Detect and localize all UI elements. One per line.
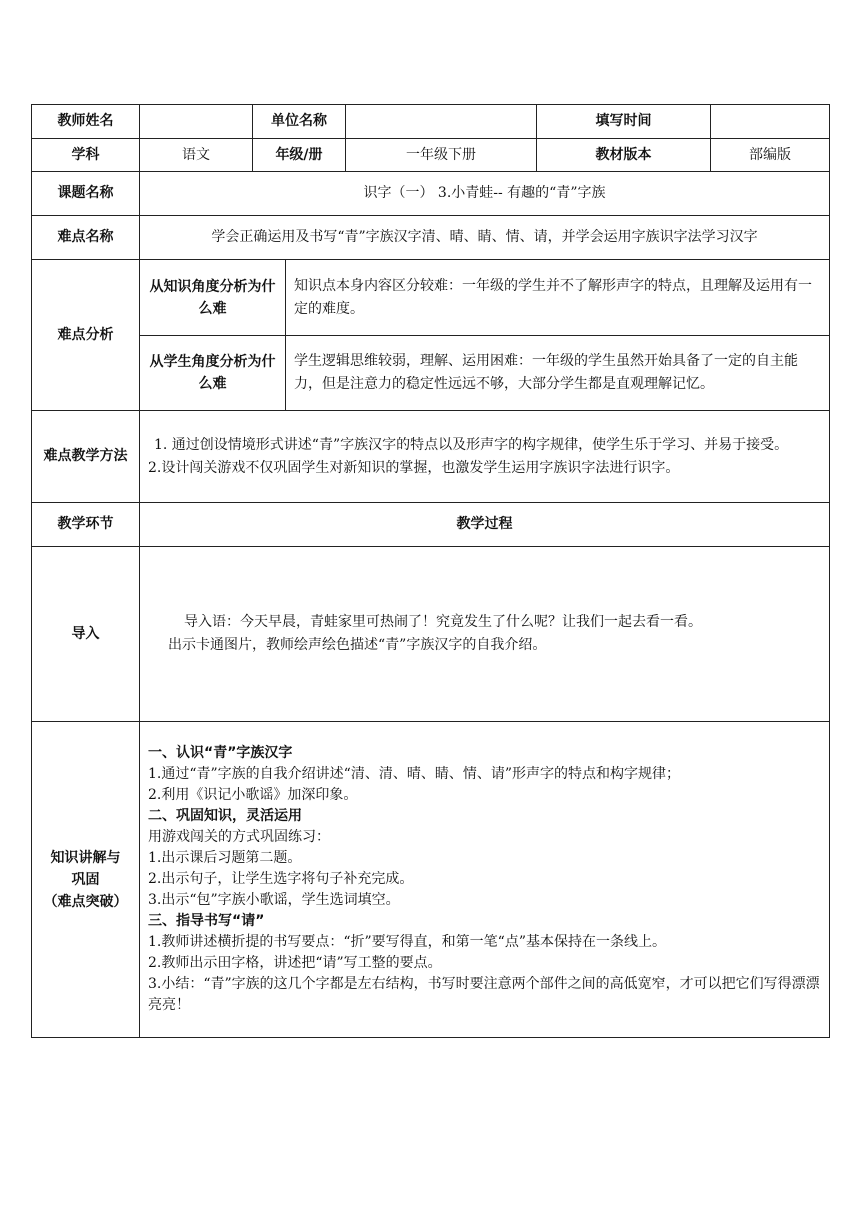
difficulty-value: 学会正确运用及书写“青”字族汉字清、晴、睛、情、请，并学会运用字族识字法学习汉字: [140, 216, 830, 260]
knowledge-content: [140, 722, 830, 1038]
difficulty-label: 难点名称: [32, 216, 140, 260]
knowledge-angle-label: 从知识角度分析为什么难: [140, 260, 286, 336]
method-item-1: 1. 通过创设情境形式讲述“青”字族汉字的特点以及形声字的构字规律，使学生乐于学习、并易于接受。: [154, 436, 789, 453]
teacher-name-value: [140, 105, 253, 139]
intro-content: [140, 547, 830, 722]
method-row: [32, 411, 830, 503]
section-1-item-2: 2.利用《识记小歌谣》加深印象。: [148, 787, 358, 803]
section-3-item-1: 1.教师讲述横折提的书写要点：“折”要写得直，和第一笔“点”基本保持在一条线上。: [148, 934, 666, 950]
info-row-2: [32, 139, 830, 172]
section-2-item-3: 3.出示“包”字族小歌谣，学生选词填空。: [148, 892, 400, 908]
section-1-title: 一、认识“青”字族汉字: [148, 745, 293, 761]
method-content: [140, 411, 830, 503]
student-angle-value: 学生逻辑思维较弱，理解、运用困难：一年级的学生虽然开始具备了一定的自主能力，但是注意力的稳定性远远不够，大部分学生都是直观理解记忆。: [286, 336, 830, 411]
unit-name-label: 单位名称: [253, 105, 346, 139]
knowledge-label-line-3: （难点突破）: [43, 893, 128, 910]
topic-row: [32, 172, 830, 216]
subject-label: 学科: [32, 139, 140, 172]
process-header: 教学过程: [140, 503, 830, 547]
method-item-2: 2.设计闯关游戏不仅巩固学生对新知识的掌握，也激发学生运用字族识字法进行识字。: [148, 459, 680, 476]
stage-header: 教学环节: [32, 503, 140, 547]
unit-name-value: [346, 105, 537, 139]
section-1-item-1: 1.通过“青”字族的自我介绍讲述“清、清、晴、睛、情、请”形声字的特点和构字规律；: [148, 766, 680, 782]
method-label: 难点教学方法: [32, 411, 140, 503]
knowledge-label-line-1: 知识讲解与: [50, 849, 121, 866]
edition-label: 教材版本: [537, 139, 711, 172]
section-2-item-1: 1.出示课后习题第二题。: [148, 850, 302, 866]
section-2-item-2: 2.出示句子，让学生选字将句子补充完成。: [148, 871, 414, 887]
info-row-1: [32, 105, 830, 139]
process-header-row: [32, 503, 830, 547]
fill-time-label: 填写时间: [537, 105, 711, 139]
student-angle-label: 从学生角度分析为什么难: [140, 336, 286, 411]
intro-line-2: 出示卡通图片，教师绘声绘色描述“青”字族汉字的自我介绍。: [168, 637, 547, 653]
section-3-item-3: 3.小结：“青”字族的这几个字都是左右结构，书写时要注意两个部件之间的高低宽窄，才可以把它们写得漂漂亮亮！: [148, 976, 820, 1013]
section-3-title: 三、指导书写“请”: [148, 913, 265, 929]
knowledge-angle-value: 知识点本身内容区分较难：一年级的学生并不了解形声字的特点，且理解及运用有一定的难度。: [286, 260, 830, 336]
lesson-design-table: [31, 104, 830, 1038]
intro-line-1: 导入语：今天早晨，青蛙家里可热闹了！究竟发生了什么呢？让我们一起去看一看。: [184, 614, 702, 630]
edition-value: 部编版: [711, 139, 830, 172]
teacher-name-label: 教师姓名: [32, 105, 140, 139]
section-2-intro: 用游戏闯关的方式巩固练习：: [148, 829, 330, 845]
knowledge-row: [32, 722, 830, 1038]
grade-label: 年级/册: [253, 139, 346, 172]
section-3-item-2: 2.教师出示田字格，讲述把“请”写工整的要点。: [148, 955, 442, 971]
intro-label: 导入: [32, 547, 140, 722]
grade-value: 一年级下册: [346, 139, 537, 172]
analysis-label: 难点分析: [32, 260, 140, 411]
topic-value: 识字（一） 3.小青蛙-- 有趣的“青”字族: [140, 172, 830, 216]
section-2-title: 二、巩固知识，灵活运用: [148, 808, 302, 824]
analysis-knowledge-row: [32, 260, 830, 336]
intro-row: [32, 547, 830, 722]
knowledge-label: [32, 722, 140, 1038]
topic-label: 课题名称: [32, 172, 140, 216]
difficulty-row: [32, 216, 830, 260]
knowledge-label-line-2: 巩固: [71, 871, 100, 888]
fill-time-value: [711, 105, 830, 139]
subject-value: 语文: [140, 139, 253, 172]
analysis-student-row: [32, 336, 830, 411]
